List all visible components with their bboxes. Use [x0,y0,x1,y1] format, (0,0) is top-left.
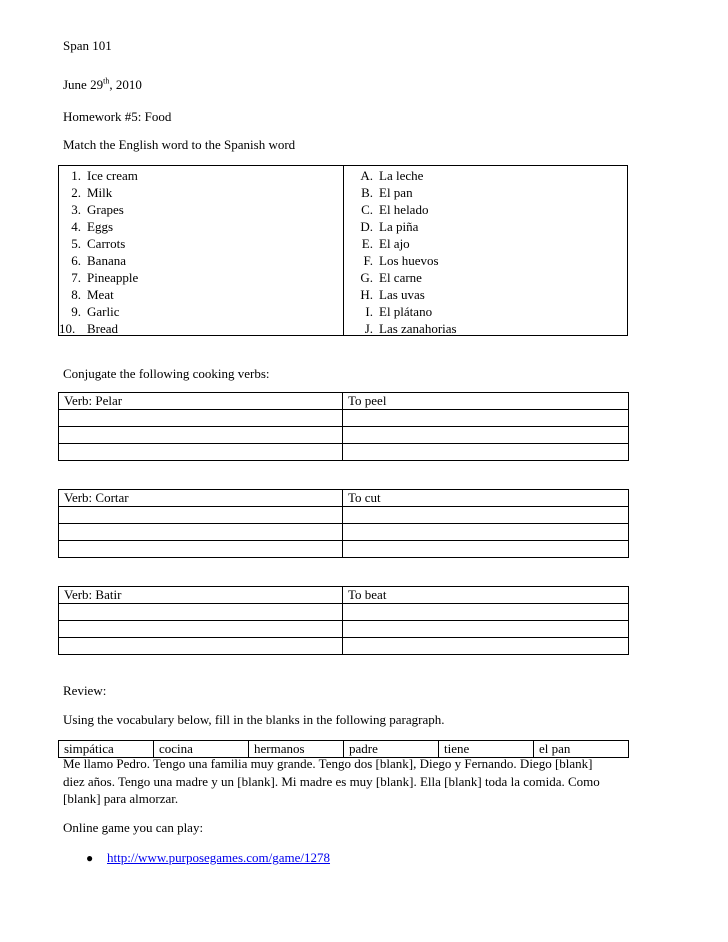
spanish-item: H. Las uvas [360,287,425,302]
blank-cell[interactable] [59,604,343,621]
spanish-column [351,167,457,337]
spanish-item: I. El plátano [365,304,433,319]
verb-label: Verb: Pelar [59,393,343,410]
blank-cell[interactable] [59,638,343,655]
date [63,77,142,93]
verb-meaning: To cut [343,490,629,507]
english-item: 6. Banana [71,253,126,268]
date-year: , 2010 [109,77,142,92]
course-title: Span 101 [63,38,112,53]
blank-cell[interactable] [343,638,629,655]
english-column [59,167,138,337]
blank-cell[interactable] [59,444,343,461]
spanish-item: A. La leche [360,168,424,183]
spanish-item: B. El pan [361,185,413,200]
english-item: 10. Bread [59,321,119,336]
english-item: 1. Ice cream [71,168,138,183]
date-main: June 29 [63,77,104,92]
spanish-item: C. El helado [361,202,429,217]
game-link[interactable]: http://www.purposegames.com/game/1278 [107,850,331,865]
english-item: 8. Meat [71,287,114,302]
matching-table [58,165,628,336]
date-ordinal: th [103,76,110,86]
paragraph-line: diez años. Tengo una madre y un [blank]. Mi madre es muy [blank]. Ella [blank] toda la comida. Como [63,773,600,789]
homework-title: Homework #5: Food [63,109,172,124]
english-item: 5. Carrots [71,236,126,251]
blank-cell[interactable] [343,507,629,524]
blank-cell[interactable] [343,427,629,444]
blank-cell[interactable] [59,427,343,444]
blank-cell[interactable] [59,541,343,558]
blank-cell[interactable] [343,604,629,621]
vocab-word: simpática [59,741,154,758]
spanish-item: F. Los huevos [363,253,439,268]
fill-in-paragraph [63,755,663,808]
paragraph-line: [blank] para almorzar. [63,791,179,806]
english-item: 2. Milk [71,185,113,200]
matching-instruction: Match the English word to the Spanish word [63,137,296,152]
spanish-item: J. Las zanahorias [364,321,457,336]
english-item: 7. Pineapple [71,270,139,285]
spanish-item: E. El ajo [361,236,410,251]
vocab-word: cocina [154,741,249,758]
verb-label: Verb: Batir [59,587,343,604]
verb-label: Verb: Cortar [59,490,343,507]
english-item: 3. Grapes [71,202,124,217]
blank-cell[interactable] [343,410,629,427]
spanish-item: G. El carne [360,270,422,285]
conjugation-table-cortar [58,489,629,558]
blank-cell[interactable] [59,621,343,638]
online-game-label: Online game you can play: [63,820,204,835]
vocab-word: tiene [439,741,534,758]
english-item: 4. Eggs [71,219,113,234]
blank-cell[interactable] [59,524,343,541]
vocab-word: hermanos [249,741,344,758]
spanish-item: D. La piña [360,219,419,234]
conjugation-instruction: Conjugate the following cooking verbs: [63,366,270,381]
review-instruction: Using the vocabulary below, fill in the blanks in the following paragraph. [63,712,445,727]
matching-divider [343,166,344,335]
vocab-word: padre [344,741,439,758]
conjugation-table-pelar [58,392,629,461]
bullet-icon: ● [86,851,94,865]
verb-meaning: To peel [343,393,629,410]
blank-cell[interactable] [343,621,629,638]
blank-cell[interactable] [59,507,343,524]
vocab-word: el pan [534,741,629,758]
english-item: 9. Garlic [71,304,120,319]
review-heading: Review: [63,683,107,698]
conjugation-table-batir [58,586,629,655]
blank-cell[interactable] [59,410,343,427]
blank-cell[interactable] [343,541,629,558]
verb-meaning: To beat [343,587,629,604]
blank-cell[interactable] [343,444,629,461]
paragraph-line: Me llamo Pedro. Tengo una familia muy grande. Tengo dos [blank], Diego y Fernando. Diego [blank] [63,756,593,771]
blank-cell[interactable] [343,524,629,541]
